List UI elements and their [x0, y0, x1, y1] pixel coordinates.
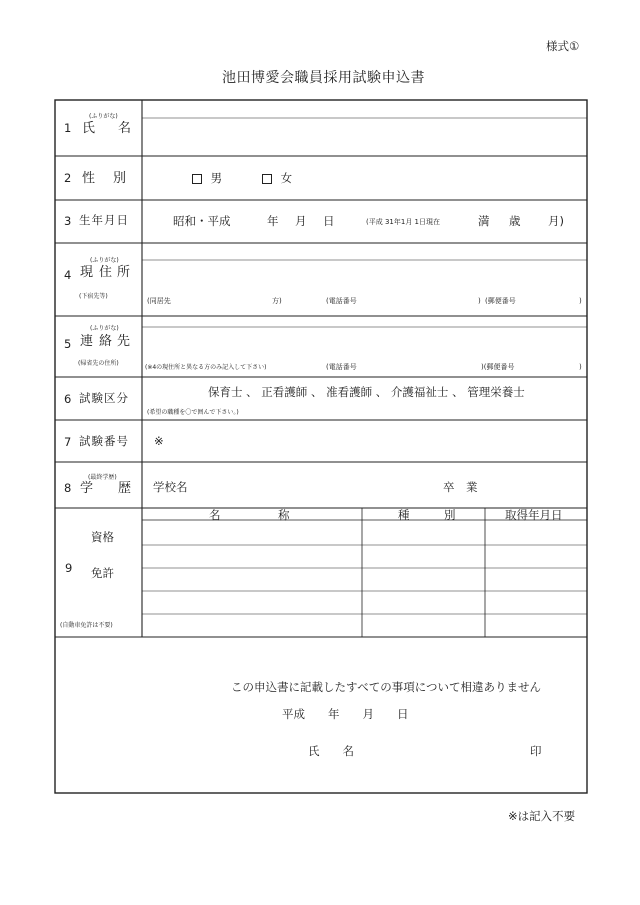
- label-name-char: 氏: [82, 121, 96, 136]
- contact-furigana-field[interactable]: [143, 317, 586, 326]
- age-basis-note: (平成 31年1月 1日現在: [366, 218, 440, 226]
- furigana-note: (ふりがな): [90, 257, 119, 264]
- label-name-char: 名: [118, 121, 132, 136]
- label-education-char: 歴: [118, 481, 132, 496]
- label-exam-number: 試験番号: [79, 434, 129, 448]
- postal-label: (郵便番号: [485, 297, 516, 305]
- era-choice[interactable]: 昭和・平成: [173, 214, 231, 228]
- phone-label: (電話番号: [326, 297, 357, 305]
- label-exam-type: 試験区分: [79, 391, 129, 405]
- age-month-unit: 月): [548, 214, 564, 228]
- address-sub-note: (下宿先等): [79, 293, 108, 300]
- row-number: 3: [64, 214, 72, 228]
- doukyo-label: (同居先: [147, 297, 171, 305]
- form-number: 様式①: [546, 39, 580, 53]
- label-address-char: 所: [117, 265, 131, 280]
- label-contact-char: 先: [117, 334, 131, 349]
- furigana-note: (ふりがな): [90, 325, 119, 332]
- contact-sub-note: (帰省先の住所): [78, 360, 119, 367]
- option-male[interactable]: [192, 173, 222, 185]
- postal-close: ): [579, 297, 582, 305]
- label-address-char: 現: [80, 265, 94, 280]
- school-field[interactable]: [200, 466, 430, 504]
- education-note: (最終学歴): [88, 474, 117, 481]
- exam-number-mark: ※: [154, 434, 164, 448]
- footer-note: ※は記入不要: [508, 809, 576, 823]
- exam-type-options[interactable]: 保育士 、 正看護師 、 准看護師 、 介護福祉士 、 管理栄養士: [208, 385, 525, 399]
- signature-field[interactable]: [370, 738, 520, 762]
- dob-day-unit: 日: [323, 214, 335, 228]
- label-qualification: 資格: [91, 530, 114, 544]
- row-number: 5: [64, 337, 72, 351]
- option-female[interactable]: [262, 173, 292, 185]
- postal-label: )(郵便番号: [481, 363, 515, 371]
- label-license: 免許: [91, 566, 114, 580]
- checkbox-female[interactable]: [262, 174, 272, 184]
- label-contact-char: 絡: [99, 334, 113, 349]
- kata-label: 方): [272, 297, 282, 305]
- declaration-date: 平成 年 月 日: [282, 707, 409, 721]
- label-address-char: 住: [99, 265, 113, 280]
- label-dob: 生年月日: [79, 213, 129, 227]
- checkbox-male[interactable]: [192, 174, 202, 184]
- row-number: 6: [64, 392, 72, 406]
- header-date: 取得年月日: [505, 508, 563, 522]
- furigana-note: (ふりがな): [89, 113, 118, 120]
- address-field[interactable]: [143, 261, 586, 295]
- dob-month-unit: 月: [295, 214, 307, 228]
- declaration-text: この申込書に記載したすべての事項について相違ありません: [231, 680, 542, 694]
- header-name: 名 称: [209, 508, 290, 522]
- row-number: 1: [64, 121, 72, 135]
- exam-type-note: (希望の職種を〇で囲んで下さい。): [147, 409, 239, 416]
- address-furigana-field[interactable]: [143, 244, 586, 259]
- row-number: 9: [65, 561, 73, 575]
- seal-mark: 印: [530, 744, 542, 758]
- age-prefix: 満: [478, 214, 490, 228]
- label-sex-char: 性: [82, 171, 96, 186]
- label-female: 女: [280, 171, 293, 185]
- label-education-char: 学: [80, 481, 94, 496]
- row-number: 2: [64, 171, 72, 185]
- page-title: 池田博愛会職員採用試験申込書: [222, 70, 425, 86]
- contact-field[interactable]: [143, 328, 586, 362]
- phone-label: (電話番号: [326, 363, 357, 371]
- dob-year-unit: 年: [267, 214, 279, 228]
- graduate-label: 卒 業: [443, 480, 478, 494]
- license-note: (自動車免許は不要): [60, 622, 113, 629]
- label-male: 男: [210, 171, 223, 185]
- name-field[interactable]: [143, 119, 586, 155]
- row-number: 8: [64, 481, 72, 495]
- label-sex-char: 別: [113, 171, 127, 186]
- name-furigana-field[interactable]: [143, 101, 586, 117]
- phone-close: ): [478, 297, 481, 305]
- row-number: 7: [64, 435, 72, 449]
- label-contact-char: 連: [80, 334, 94, 349]
- postal-close: ): [579, 363, 582, 371]
- age-unit: 歳: [509, 214, 521, 228]
- school-label: 学校名: [153, 480, 188, 494]
- declaration-name-label: 氏 名: [308, 744, 354, 758]
- row-number: 4: [64, 268, 72, 282]
- header-type: 種 別: [398, 508, 456, 522]
- contact-note: (※4の現住所と異なる方のみ記入して下さい): [145, 364, 267, 371]
